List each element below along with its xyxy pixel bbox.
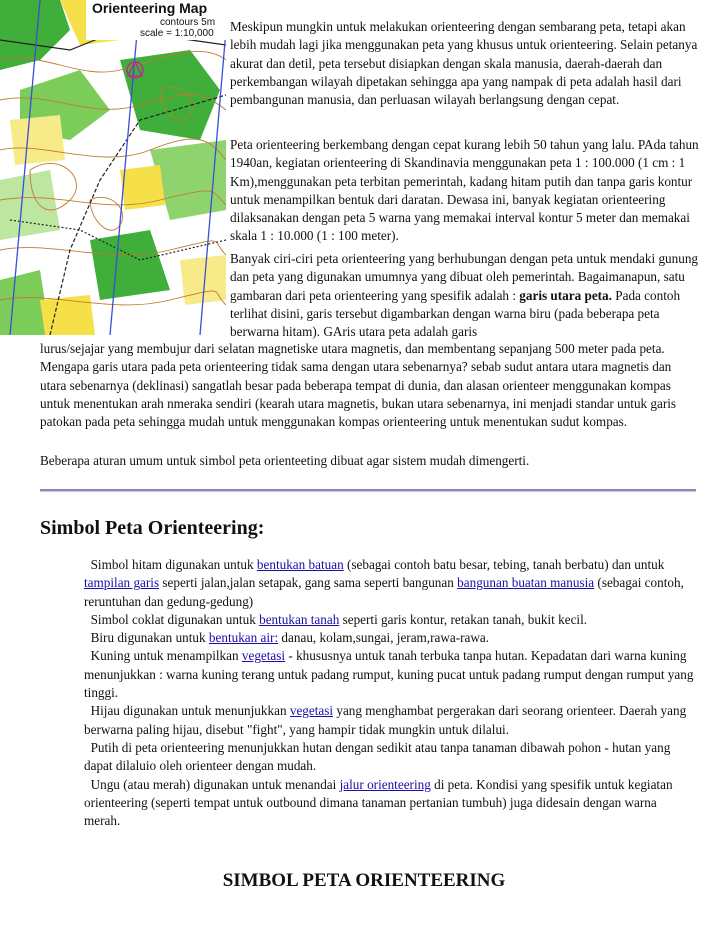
- map-title: Orienteering Map: [92, 0, 208, 16]
- item-text: Putih di peta orienteering menunjukkan hutan dengan sedikit atau tanpa tanaman dibawah pohon - hutan yang dapat dilaluio oleh orienteer dengan mudah.: [84, 739, 671, 774]
- item-text: seperti garis kontur, retakan tanah, bukit kecil.: [342, 611, 588, 627]
- item-text: (sebagai contoh batu besar, tebing, tanah berbatu) dan untuk: [347, 557, 665, 572]
- intro-paragraph-3-bold: garis utara peta.: [519, 287, 612, 303]
- item-text: di peta. Kondisi yang spesifik untuk kegiatan orienteering (seperti tempat untuk outbound dimana tanaman pertanian tumbuh) juga didesain dengan warna merah.: [84, 776, 673, 829]
- list-item: [84, 776, 694, 831]
- item-text: Simbol hitam digunakan untuk: [90, 557, 254, 572]
- item-text: danau, kolam,sungai, jeram,rawa-rawa.: [281, 630, 490, 646]
- item-text: Simbol coklat digunakan untuk: [90, 611, 256, 627]
- list-item: [84, 611, 694, 629]
- link-bentukan-tanah[interactable]: bentukan tanah: [259, 611, 340, 627]
- section-title: Simbol Peta Orienteering:: [40, 517, 265, 539]
- item-text: yang menghambat pergerakan dari seorang orienteer. Daerah yang berwarna paling hijau, disebut "fight", yang hampir tidak mungkin untuk dilalui.: [84, 703, 687, 737]
- link-vegetasi-kuning[interactable]: vegetasi: [241, 648, 286, 664]
- symbol-list: [84, 556, 694, 830]
- list-item: [84, 629, 694, 647]
- item-text: (sebagai contoh, reruntuhan dan gedung-gedung): [84, 575, 684, 609]
- intro-paragraph-3-continued: lurus/sejajar yang membujur dari selatan magnetiske utara magnetis, dan membentang sepanjang 500 meter pada peta. Mengapa garis utara pada peta orienteering tidak sama dengan utara sebenarnya? sebab sudut antara utara magnetis dan utara sebenarnya (deklinasi) sangatlah besar pada beberapa tempat di dunia, dan alasan orienteer menggunakan kompas untuk menentukan arah nmeraka sendiri (kearah utara magnetis, bukan utara sebenarnya, ini menjadi standar untuk garis patokan pada peta sehingga mudah untuk menggunakan kompas orienteering untuk menentukan sudut kompas.: [40, 341, 677, 430]
- map-contours: contours 5m: [160, 17, 216, 28]
- intro-paragraph-1: Meskipun mungkin untuk melakukan orienteering dengan sembarang peta, tetapi akan lebih mudah lagi jika menggunakan peta yang khusus untuk orienteering. Selain petanya akurat dan detil, peta tersebut disiapkan dengan skala manusia, daerah-daerah dan perkembangan wilayah dipetakan sehingga apa yang nampak di peta adalah hasil dari pembangunan manusia, dan perluasan wilayah berlangsung dengan cepat.: [230, 19, 698, 108]
- orienteering-map-image: [0, 0, 226, 335]
- footer-title: SIMBOL PETA ORIENTEERING: [222, 870, 506, 891]
- item-text: - khususnya untuk tanah terbuka tanpa hutan. Kepadatan dari warna kuning menunjukkan : warna kuning terang untuk padang rumput, kuning pucat untuk padang rumput dengan rumput yang tinggi.: [84, 648, 694, 701]
- link-bentukan-batuan[interactable]: bentukan batuan: [256, 557, 344, 572]
- link-bentukan-air[interactable]: bentukan air:: [208, 630, 279, 646]
- link-jalur-orienteering[interactable]: jalur orienteering: [339, 776, 431, 792]
- link-bangunan-buatan-manusia[interactable]: bangunan buatan manusia: [457, 575, 595, 591]
- list-item: [84, 556, 694, 611]
- intro-paragraph-3-part1: Banyak ciri-ciri peta orienteering yang berhubungan dengan peta untuk mendaki gunung dan peta yang digunakan umumnya yang dibuat oleh pemerintah. Bagaimanapun, satu gambaran dari peta orienteering yang spesifik adalah :: [230, 251, 699, 303]
- list-item: [84, 647, 694, 702]
- intro-paragraph-2: Peta orienteering berkembang dengan cepat kurang lebih 50 tahun yang lalu. PAda tahun 1940an, kegiatan orienteering di Skandinavia menggunakan peta 1 : 100.000 (1 cm : 1 Km),menggunakan peta terbitan pemerintah, kadang hitam putih dan tanpa garis kontur untuk menampilkan bentuk dari daratan. Dewasa ini, banyak kegiatan orienteering dilaksanakan dengan peta 5 warna yang memakai interval kontur 5 meter dan memakai skala 1 : 10.000 (1 : 100 meter).: [230, 137, 699, 244]
- link-vegetasi-hijau[interactable]: vegetasi: [289, 703, 334, 719]
- list-item: [84, 739, 694, 776]
- item-text: seperti jalan,jalan setapak, gang sama seperti bangunan: [162, 575, 454, 591]
- intro-paragraph-4: Beberapa aturan umum untuk simbol peta orienteeting dibuat agar sistem mudah dimengerti.: [40, 453, 530, 468]
- list-item: [84, 702, 694, 739]
- intro-paragraph-3: [230, 250, 700, 341]
- item-text: Biru digunakan untuk: [90, 630, 206, 646]
- item-text: Kuning untuk menampilkan: [90, 648, 239, 664]
- map-scale: scale = 1:10,000: [140, 28, 214, 39]
- intro-paragraph-3-part2: Pada contoh terlihat disini, garis tersebut digambarkan dengan warna biru (pada beberapa peta berwarna hitam). GAris utara peta adalah garis: [230, 287, 681, 340]
- link-tampilan-garis[interactable]: tampilan garis: [84, 575, 160, 591]
- item-text: Ungu (atau merah) digunakan untuk menandai: [90, 776, 337, 792]
- item-text: Hijau digunakan untuk menunjukkan: [90, 703, 287, 719]
- horizontal-divider: [40, 489, 696, 492]
